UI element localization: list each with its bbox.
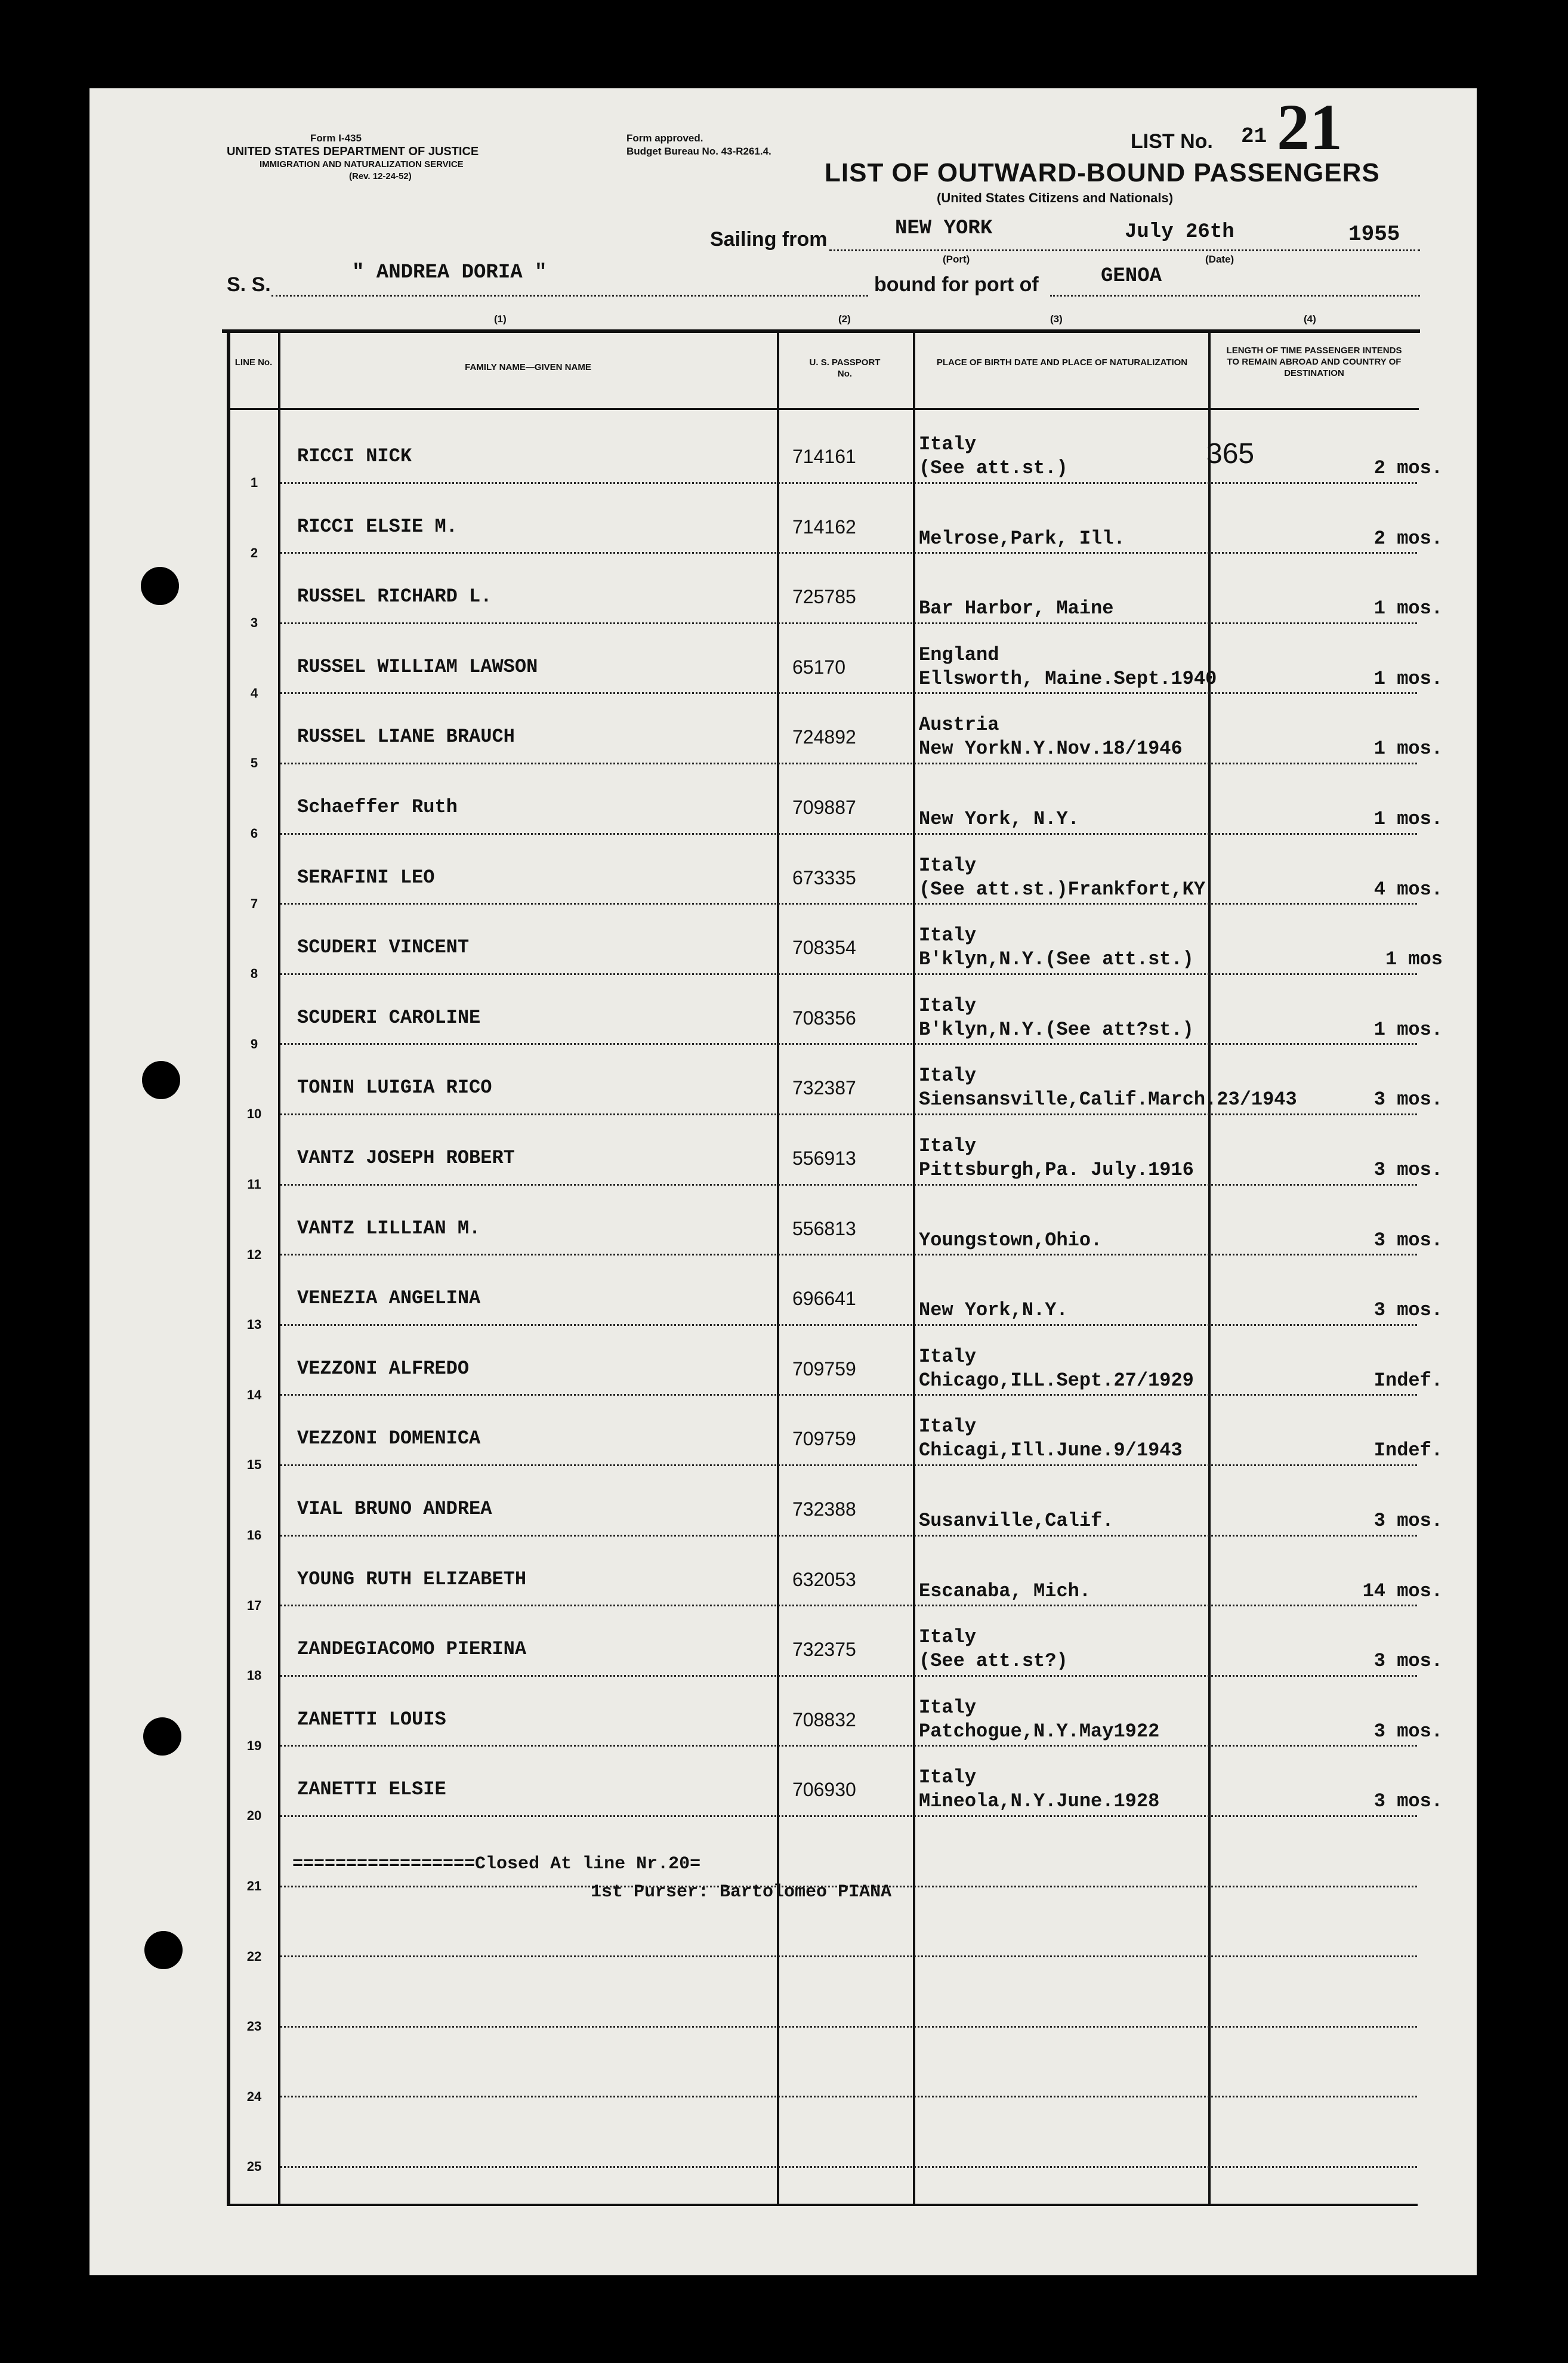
row-separator (280, 1745, 1417, 1747)
passenger-name: YOUNG RUTH ELIZABETH (297, 1568, 527, 1590)
row-separator (280, 1675, 1417, 1677)
length-of-stay: 3 mos. (1373, 1299, 1443, 1322)
list-label: LIST No. (1131, 130, 1213, 153)
row-line-number: 12 (246, 1247, 262, 1262)
birth-place: Bar Harbor, Maine (919, 597, 1114, 620)
passport-number: 673335 (792, 866, 856, 889)
birth-place: B'klyn,N.Y.(See att.st.) (919, 948, 1194, 971)
birth-country: Italy (919, 1345, 977, 1368)
length-of-stay: 14 mos. (1362, 1580, 1443, 1602)
ship-name: " ANDREA DORIA " (352, 261, 547, 284)
col-num-4: (4) (1304, 313, 1316, 325)
passport-number: 709759 (792, 1428, 856, 1450)
row-line-number: 2 (250, 545, 258, 560)
row-line-number: 17 (246, 1597, 262, 1613)
col-header-name: FAMILY NAME—GIVEN NAME (465, 362, 591, 372)
row-line-number: 3 (250, 615, 258, 631)
row-line-number: 22 (246, 1948, 262, 1964)
row-separator (280, 1605, 1417, 1606)
punch-hole (141, 567, 179, 605)
length-of-stay: 1 mos. (1373, 1018, 1443, 1041)
birth-place: Melrose,Park, Ill. (919, 527, 1125, 550)
birth-country: Italy (919, 1135, 977, 1157)
birth-country: Italy (919, 994, 977, 1017)
row-line-number: 14 (246, 1387, 262, 1402)
passenger-name: TONIN LUIGIA RICO (297, 1076, 492, 1099)
row-separator (280, 763, 1417, 764)
passport-number: 732375 (792, 1639, 856, 1661)
row-separator (280, 1254, 1417, 1255)
col-header-birth: PLACE OF BIRTH DATE AND PLACE OF NATURALIZATION (936, 357, 1188, 368)
revision: (Rev. 12-24-52) (349, 171, 412, 181)
birth-country: Italy (919, 854, 977, 877)
document-subtitle: (United States Citizens and Nationals) (937, 190, 1174, 205)
birth-place: (See att.st.) (919, 457, 1068, 479)
length-of-stay: 1 mos. (1373, 597, 1443, 620)
row-separator (280, 1535, 1417, 1537)
row-line-number: 23 (246, 2019, 262, 2034)
row-line-number: 24 (246, 2089, 262, 2104)
table-left-border (227, 329, 230, 2206)
ss-label: S. S. (227, 273, 271, 296)
passport-number: 732388 (792, 1498, 856, 1520)
form-number: Form I-435 (310, 132, 362, 144)
passport-number: 65170 (792, 656, 845, 678)
row-separator (280, 482, 1417, 484)
sailing-label: Sailing from (710, 228, 828, 251)
destination-line (1050, 295, 1420, 297)
passport-number: 708356 (792, 1007, 856, 1029)
row-separator (280, 903, 1417, 905)
port-value: NEW YORK (895, 217, 993, 240)
passport-number: 724892 (792, 726, 856, 748)
destination-value: GENOA (1101, 265, 1162, 288)
row-line-number: 25 (246, 2159, 262, 2174)
closed-at-line: =================Closed At line Nr.20= (292, 1854, 701, 1874)
date-label: (Date) (1205, 254, 1234, 265)
birth-place: Ellsworth, Maine.Sept.1940 (919, 667, 1217, 690)
passenger-name: RICCI NICK (297, 445, 412, 467)
passport-number: 708832 (792, 1708, 856, 1730)
length-of-stay: 3 mos. (1373, 1790, 1443, 1813)
birth-country: Italy (919, 1415, 977, 1438)
budget-bureau: Budget Bureau No. 43-R261.4. (626, 146, 771, 157)
col-divider-2 (777, 331, 779, 2205)
birth-place: New York,N.Y. (919, 1299, 1068, 1322)
row-line-number: 18 (246, 1668, 262, 1683)
birth-place: Susanville,Calif. (919, 1510, 1114, 1532)
birth-place: Mineola,N.Y.June.1928 (919, 1790, 1160, 1813)
row-line-number: 1 (250, 475, 258, 490)
col-divider-3 (913, 331, 915, 2205)
row-line-number: 6 (250, 826, 258, 841)
purser-signature: 1st Purser: Bartolomeo PIANA (591, 1882, 892, 1902)
passenger-name: RUSSEL WILLIAM LAWSON (297, 655, 538, 678)
birth-place: Escanaba, Mich. (919, 1580, 1091, 1602)
row-line-number: 9 (250, 1036, 258, 1051)
row-separator (280, 552, 1417, 554)
passport-number: 714161 (792, 446, 856, 467)
length-of-stay: 4 mos. (1373, 878, 1443, 900)
birth-place: Youngstown,Ohio. (919, 1229, 1103, 1251)
ship-line (271, 295, 868, 297)
col-num-3: (3) (1050, 313, 1063, 325)
birth-country: Italy (919, 1065, 977, 1087)
document-page (89, 88, 1477, 2275)
passenger-name: Schaeffer Ruth (297, 796, 458, 818)
birth-country: Italy (919, 924, 977, 947)
length-of-stay: 1 mos. (1373, 808, 1443, 830)
department: UNITED STATES DEPARTMENT OF JUSTICE (227, 145, 479, 158)
birth-place: Chicagi,Ill.June.9/1943 (919, 1439, 1183, 1462)
row-separator (280, 2166, 1417, 2168)
passport-number: 556813 (792, 1217, 856, 1239)
length-of-stay: Indef. (1373, 1369, 1443, 1392)
passenger-name: RICCI ELSIE M. (297, 515, 458, 538)
form-approved: Form approved. (626, 132, 703, 144)
row-line-number: 20 (246, 1808, 262, 1824)
passenger-name: VENEZIA ANGELINA (297, 1287, 481, 1310)
birth-place: Patchogue,N.Y.May1922 (919, 1720, 1160, 1742)
punch-hole (144, 1931, 183, 1969)
service: IMMIGRATION AND NATURALIZATION SERVICE (260, 159, 464, 169)
row-separator (280, 1955, 1417, 1957)
birth-country: Austria (919, 714, 999, 736)
length-of-stay: 3 mos. (1373, 1510, 1443, 1532)
row-separator (280, 1394, 1417, 1396)
row-separator (280, 1324, 1417, 1326)
length-of-stay: 1 mos (1385, 948, 1443, 971)
birth-country: Italy (919, 1696, 977, 1719)
passport-number: 696641 (792, 1288, 856, 1310)
passenger-name: VANTZ LILLIAN M. (297, 1217, 481, 1239)
passenger-name: SCUDERI CAROLINE (297, 1006, 481, 1029)
col-header-length: LENGTH OF TIME PASSENGER INTENDS TO REMAIN ABROAD AND COUNTRY OF DESTINATION (1226, 345, 1402, 378)
col-header-line: LINE No. (234, 357, 273, 368)
passenger-name: ZANETTI LOUIS (297, 1708, 446, 1730)
length-of-stay: 2 mos. (1373, 527, 1443, 550)
birth-place: Siensansville,Calif.March.23/1943 (919, 1088, 1297, 1111)
col-header-passport: U. S. PASSPORT No. (809, 357, 881, 379)
length-of-stay: 3 mos. (1373, 1650, 1443, 1673)
birth-country: Italy (919, 433, 977, 455)
passport-annotation: 365 (1206, 438, 1255, 470)
row-separator (280, 1464, 1417, 1466)
punch-hole (143, 1717, 181, 1756)
length-of-stay: 3 mos. (1373, 1159, 1443, 1181)
table-top-border (222, 329, 1420, 333)
row-separator (280, 1184, 1417, 1186)
passport-number: 714162 (792, 516, 856, 538)
list-number-large: 21 (1277, 91, 1342, 164)
row-line-number: 19 (246, 1738, 262, 1753)
row-separator (280, 973, 1417, 975)
row-separator (280, 1815, 1417, 1817)
birth-place: (See att.st.)Frankfort,KY (919, 878, 1206, 900)
birth-place: Pittsburgh,Pa. July.1916 (919, 1159, 1194, 1181)
birth-country: England (919, 643, 999, 666)
col-divider-4 (1208, 331, 1211, 2205)
passport-number: 709759 (792, 1358, 856, 1380)
length-of-stay: 2 mos. (1373, 457, 1443, 479)
row-line-number: 4 (250, 685, 258, 701)
list-number-small: 21 (1241, 124, 1267, 149)
passenger-name: RUSSEL LIANE BRAUCH (297, 726, 515, 748)
birth-place: B'klyn,N.Y.(See att?st.) (919, 1018, 1194, 1041)
passenger-name: ZANDEGIACOMO PIERINA (297, 1638, 527, 1661)
punch-hole (142, 1061, 180, 1099)
port-label: (Port) (943, 254, 970, 265)
passenger-name: SERAFINI LEO (297, 866, 435, 889)
birth-place: (See att.st?) (919, 1650, 1068, 1673)
birth-place: New YorkN.Y.Nov.18/1946 (919, 738, 1183, 760)
passenger-name: SCUDERI VINCENT (297, 936, 470, 959)
passport-number: 732387 (792, 1077, 856, 1099)
row-separator (280, 2096, 1417, 2097)
birth-place: New York, N.Y. (919, 808, 1079, 830)
length-of-stay: 3 mos. (1373, 1088, 1443, 1111)
sailing-line (829, 249, 1420, 251)
row-line-number: 11 (247, 1177, 261, 1192)
row-line-number: 5 (250, 755, 258, 771)
birth-country: Italy (919, 1766, 977, 1789)
col-divider-1 (278, 331, 280, 2205)
row-separator (280, 622, 1417, 624)
col-num-1: (1) (494, 313, 507, 325)
col-num-2: (2) (838, 313, 851, 325)
row-line-number: 10 (246, 1106, 262, 1122)
row-separator (280, 1113, 1417, 1115)
length-of-stay: 3 mos. (1373, 1229, 1443, 1251)
row-line-number: 15 (246, 1457, 262, 1473)
row-separator (280, 692, 1417, 694)
passport-number: 706930 (792, 1779, 856, 1801)
row-separator (280, 1043, 1417, 1045)
passport-number: 709887 (792, 797, 856, 818)
row-line-number: 21 (246, 1878, 262, 1893)
passenger-name: VEZZONI DOMENICA (297, 1427, 481, 1450)
passenger-name: VIAL BRUNO ANDREA (297, 1498, 492, 1520)
row-line-number: 13 (246, 1317, 262, 1332)
passport-number: 556913 (792, 1147, 856, 1169)
date-value: July 26th (1125, 221, 1234, 243)
length-of-stay: 1 mos. (1373, 738, 1443, 760)
table-bottom-border (227, 2204, 1418, 2206)
year-value: 1955 (1348, 222, 1400, 246)
passport-number: 632053 (792, 1568, 856, 1590)
row-line-number: 7 (250, 896, 258, 911)
passenger-name: ZANETTI ELSIE (297, 1778, 446, 1801)
row-line-number: 8 (250, 966, 258, 982)
document-title: LIST OF OUTWARD-BOUND PASSENGERS (825, 158, 1380, 187)
passenger-name: VEZZONI ALFREDO (297, 1357, 470, 1380)
passenger-name: VANTZ JOSEPH ROBERT (297, 1147, 515, 1169)
birth-country: Italy (919, 1626, 977, 1649)
row-separator (280, 833, 1417, 835)
row-separator (280, 2026, 1417, 2028)
birth-place: Chicago,ILL.Sept.27/1929 (919, 1369, 1194, 1392)
passenger-name: RUSSEL RICHARD L. (297, 585, 492, 608)
length-of-stay: Indef. (1373, 1439, 1443, 1462)
row-line-number: 16 (246, 1528, 262, 1543)
length-of-stay: 3 mos. (1373, 1720, 1443, 1742)
bound-label: bound for port of (874, 273, 1039, 296)
header-divider (227, 408, 1419, 410)
passport-number: 725785 (792, 586, 856, 608)
passport-number: 708354 (792, 937, 856, 959)
length-of-stay: 1 mos. (1373, 667, 1443, 690)
